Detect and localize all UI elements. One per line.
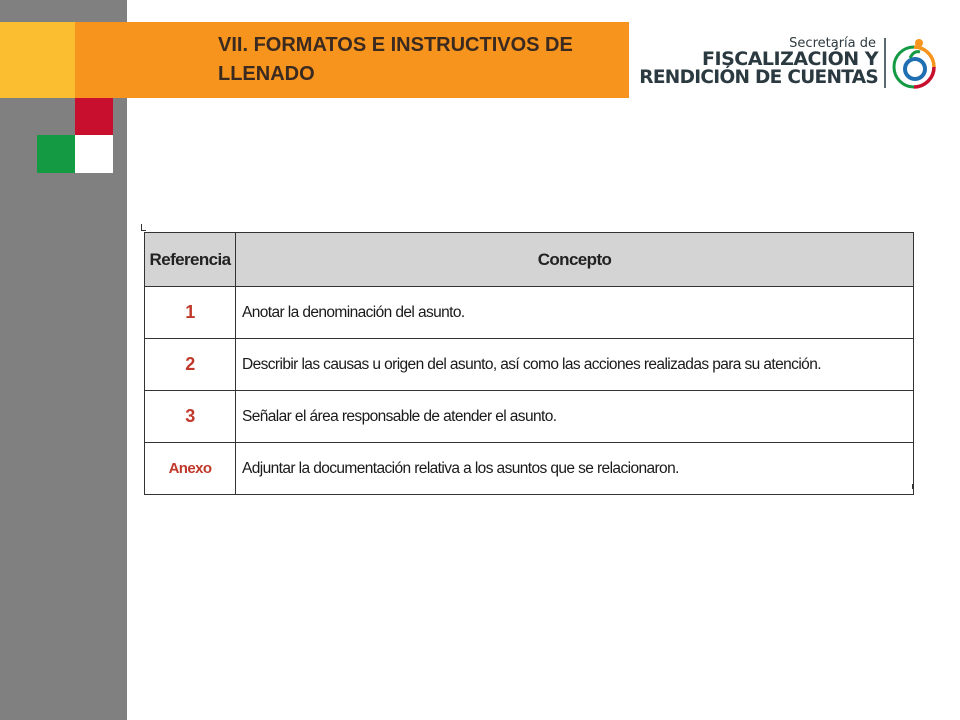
logo-divider [884,38,886,88]
edge-tick [912,484,913,489]
table-header-row [145,233,914,287]
logo-line-1: FISCALIZACIÓN Y [702,48,878,70]
row-concept: Anotar la denominación del asunto. [236,287,914,339]
decor-square-white [75,135,113,173]
header-concepto: Concepto [236,233,914,287]
secretaria-logo [639,36,946,96]
row-concept: Describir las causas u origen del asunto, así como las acciones realizadas para su atención. [236,339,914,391]
table-row [145,287,914,339]
row-concept: Adjuntar la documentación relativa a los asuntos que se relacionaron. [236,443,914,495]
logo-emblem-icon [890,36,938,90]
table-row [145,391,914,443]
header-referencia: Referencia [145,233,236,287]
row-concept: Señalar el área responsable de atender el asunto. [236,391,914,443]
decor-square-red [75,98,113,135]
table-row [145,339,914,391]
title-bar [75,22,629,98]
corner-mark [141,224,146,231]
decor-square-green [37,135,75,173]
row-reference: 1 [145,287,236,339]
table-row [145,443,914,495]
logo-small-text: Secretaría de [789,36,876,51]
row-reference: 3 [145,391,236,443]
logo-line-2: RENDICIÓN DE CUENTAS [639,67,878,88]
page-title: VII. FORMATOS E INSTRUCTIVOS DE LLENADO [218,34,573,85]
decor-square-yellow [0,22,75,98]
instructions-table [144,232,913,495]
row-reference: 2 [145,339,236,391]
row-reference: Anexo [145,443,236,495]
